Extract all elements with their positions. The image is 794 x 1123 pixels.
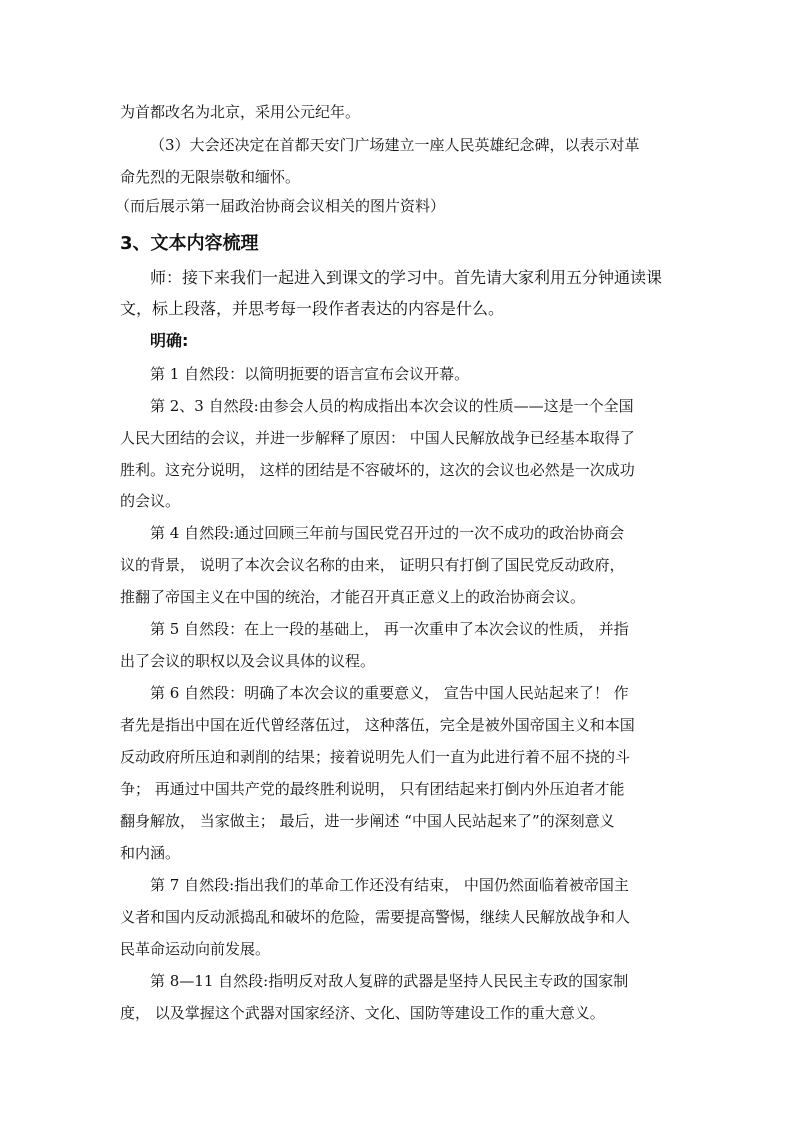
text-line: 师：接下来我们一起进入到课文的学习中。首先请大家利用五分钟通读课 <box>150 268 663 287</box>
text-line: 出了会议的职权以及会议具体的议程。 <box>120 652 376 670</box>
text-line: 者先是指出中国在近代曾经落伍过， 这种落伍，完全是被外国帝国主义和本国 <box>120 716 635 734</box>
text-line: 推翻了帝国主义在中国的统治，才能召开真正意义上的政治协商会议。 <box>120 588 586 606</box>
text-line: 第 5 自然段：在上一段的基础上， 再一次重申了本次会议的性质， 并指 <box>150 620 629 638</box>
text-line: 第 4 自然段:通过回顾三年前与国民党召开过的一次不成功的政治协商会 <box>150 524 625 542</box>
text-line: 文，标上段落，并思考每一段作者表达的内容是什么。 <box>120 299 505 318</box>
text-line: 人民大团结的会议，并进一步解释了原因： 中国人民解放战争已经基本取得了 <box>120 429 635 447</box>
text-line: 第 6 自然段：明确了本次会议的重要意义， 宣告中国人民站起来了！ 作 <box>150 684 629 702</box>
text-line: 义者和国内反动派捣乱和破坏的危险，需要提高警惕，继续人民解放战争和人 <box>120 908 631 926</box>
text-line: （3）大会还决定在首都天安门广场建立一座人民英雄纪念碑，以表示对革 <box>150 136 640 154</box>
text-line: 命先烈的无限崇敬和缅怀。 <box>120 168 301 186</box>
text-line: 第 7 自然段:指出我们的革命工作还没有结束， 中国仍然面临着被帝国主 <box>150 876 629 894</box>
text-line: 第 8—11 自然段:指明反对敌人复辟的武器是坚持人民民主专政的国家制 <box>150 972 629 990</box>
text-line: 胜利。这充分说明， 这样的团结是不容破坏的，这次的会议也必然是一次成功 <box>120 461 635 479</box>
text-line: 翻身解放， 当家做主； 最后，进一步阐述 “中国人民站起来了”的深刻意义 <box>120 812 615 830</box>
bold-label: 明确: <box>150 331 189 350</box>
text-line: 第 2、3 自然段:由参会人员的构成指出本次会议的性质——这是一个全国 <box>150 397 634 415</box>
text-line: 争； 再通过中国共产党的最终胜利说明， 只有团结起来打倒内外压迫者才能 <box>120 780 625 798</box>
text-line: 民革命运动向前发展。 <box>120 940 271 958</box>
text-line: 议的背景， 说明了本次会议名称的由来， 证明只有打倒了国民党反动政府， <box>120 556 625 574</box>
text-line: 为首都改名为北京，采用公元纪年。 <box>120 103 361 121</box>
text-line: 度， 以及掌握这个武器对国家经济、文化、国防等建设工作的重大意义。 <box>120 1004 605 1022</box>
text-line: 反动政府所压迫和剥削的结果；接着说明先人们一直为此进行着不屈不挠的斗 <box>120 748 631 766</box>
section-heading: 3、文本内容梳理 <box>120 233 259 254</box>
text-line: 的会议。 <box>120 492 181 510</box>
text-line: 和内涵。 <box>120 844 181 862</box>
text-line: （而后展示第一届政治协商会议相关的图片资料） <box>115 197 446 215</box>
text-line: 第 1 自然段：以简明扼要的语言宣布会议开幕。 <box>150 365 470 383</box>
